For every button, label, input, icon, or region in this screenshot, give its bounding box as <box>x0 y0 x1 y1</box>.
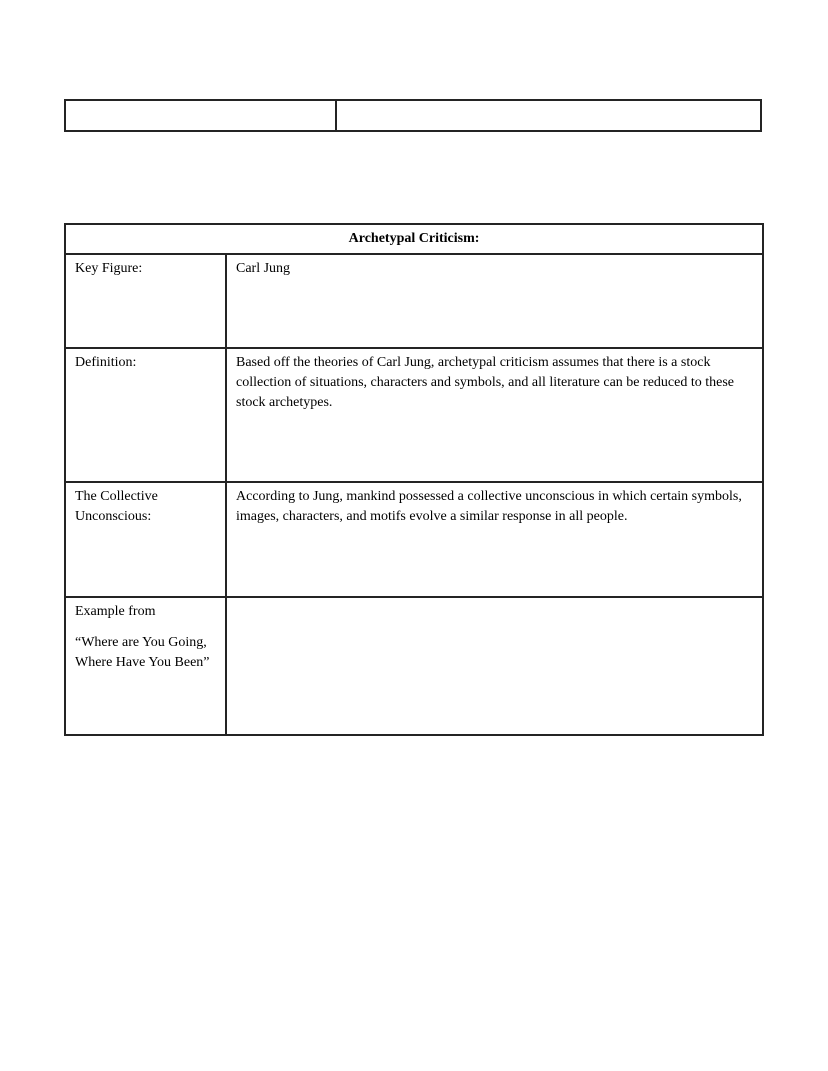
key-figure-label: Key Figure: <box>65 254 226 348</box>
example-label-line1: Example from <box>75 604 156 619</box>
table-row-key-figure <box>65 254 763 348</box>
archetypal-criticism-table <box>64 223 764 736</box>
table-title: Archetypal Criticism: <box>65 224 763 254</box>
key-figure-content: Carl Jung <box>226 254 763 348</box>
definition-content: Based off the theories of Carl Jung, archetypal criticism assumes that there is a stock collection of situations, characters and symbols, and all literature can be reduced to these stock archetypes. <box>226 348 763 482</box>
table-title-row <box>65 224 763 254</box>
collective-unconscious-content: According to Jung, mankind possessed a collective unconscious in which certain symbols, images, characters, and motifs evolve a similar response in all people. <box>226 482 763 597</box>
header-table <box>64 99 762 132</box>
table-row-collective-unconscious <box>65 482 763 597</box>
example-label-story-title: “Where are You Going, Where Have You Been” <box>75 635 210 670</box>
header-table-cell-left <box>65 100 336 131</box>
definition-label: Definition: <box>65 348 226 482</box>
table-row-definition <box>65 348 763 482</box>
header-table-cell-right <box>336 100 761 131</box>
table-row-example <box>65 597 763 735</box>
header-table-row <box>65 100 761 131</box>
collective-unconscious-label: The Collective Unconscious: <box>65 482 226 597</box>
example-content <box>226 597 763 735</box>
example-label <box>65 597 226 735</box>
